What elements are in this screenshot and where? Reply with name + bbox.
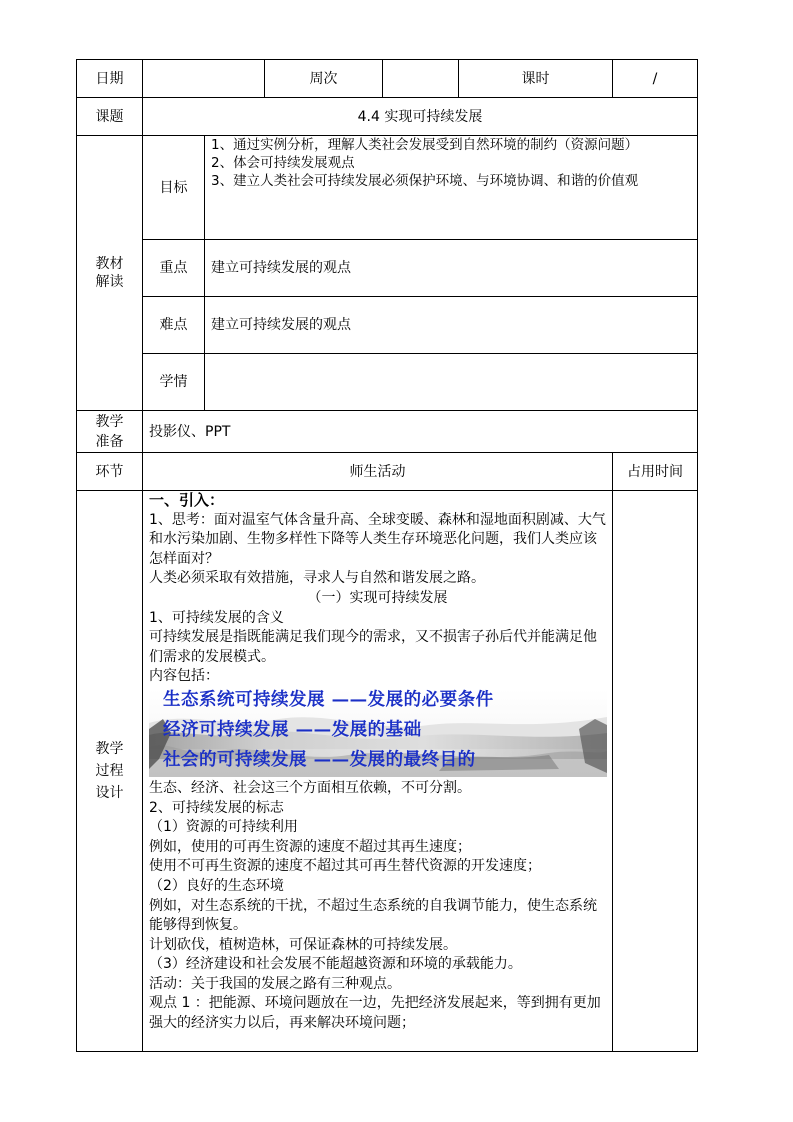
sustainability-banner — [149, 689, 607, 777]
date-label: 日期 — [77, 60, 143, 98]
week-label: 周次 — [265, 60, 383, 98]
process-line: （3）经济建设和社会发展不能超越资源和环境的承载能力。 — [149, 956, 522, 973]
difficulty-value: 建立可持续发展的观点 — [205, 297, 698, 354]
goal-line-1: 1、通过实例分析，理解人类社会发展受到自然环境的制约（资源问题） — [211, 137, 639, 153]
topic-value: 4.4 实现可持续发展 — [143, 98, 698, 136]
goal-line-3: 3、建立人类社会可持续发展必须保护环境、与环境协调、和谐的价值观 — [211, 173, 639, 189]
difficulty-label: 难点 — [143, 297, 205, 354]
process-time — [613, 491, 698, 1052]
goal-label: 目标 — [143, 136, 205, 240]
time-header: 占用时间 — [613, 453, 698, 491]
process-row — [77, 491, 698, 1052]
difficulty-row — [77, 297, 698, 354]
intro-heading: 一、引入： — [149, 491, 225, 509]
process-content — [143, 491, 613, 1052]
section-title: （一）实现可持续发展 — [307, 589, 448, 606]
week-value — [383, 60, 459, 98]
period-label: 课时 — [459, 60, 613, 98]
student-label: 学情 — [143, 354, 205, 411]
prep-row — [77, 411, 698, 453]
process-line: 内容包括： — [149, 668, 219, 685]
banner-line-economy: 经济可持续发展 ——发展的基础 — [163, 719, 422, 740]
student-row — [77, 354, 698, 411]
process-line: 1、思考：面对温室气体含量升高、全球变暖、森林和湿地面积剧减、大气和水污染加剧、生物多样性下降等人类生存环境恶化问题，我们人类应该怎样面对？ — [149, 511, 606, 567]
process-line: 2、可持续发展的标志 — [149, 799, 284, 816]
columns-row — [77, 453, 698, 491]
date-value — [143, 60, 265, 98]
period-value: / — [613, 60, 698, 98]
banner-line-society: 社会的可持续发展 ——发展的最终目的 — [163, 749, 476, 770]
goal-content — [205, 136, 698, 240]
stage-header: 环节 — [77, 453, 143, 491]
process-line: 使用不可再生资源的速度不超过其可再生替代资源的开发速度； — [149, 858, 541, 875]
process-line: 生态、经济、社会这三个方面相互依赖，不可分割。 — [149, 779, 471, 796]
banner-line-ecology: 生态系统可持续发展 ——发展的必要条件 — [163, 689, 494, 710]
activity-header: 师生活动 — [143, 453, 613, 491]
key-value: 建立可持续发展的观点 — [205, 240, 698, 297]
process-line: 例如，对生态系统的干扰，不超过生态系统的自我调节能力，使生态系统能够得到恢复。 — [149, 897, 597, 934]
student-value — [205, 354, 698, 411]
process-line: 人类必须采取有效措施，寻求人与自然和谐发展之路。 — [149, 570, 485, 587]
process-label — [77, 491, 143, 1052]
process-line: 计划砍伐，植树造林，可保证森林的可持续发展。 — [149, 936, 457, 953]
material-label — [77, 136, 143, 411]
goal-line-2: 2、体会可持续发展观点 — [211, 155, 355, 171]
process-line: （1）资源的可持续利用 — [149, 819, 298, 836]
process-label-text: 教学过程设计 — [95, 741, 124, 801]
process-line: 例如，使用的可再生资源的速度不超过其再生速度； — [149, 838, 471, 855]
prep-value: 投影仪、PPT — [143, 411, 698, 453]
header-row — [77, 60, 698, 98]
prep-label-text: 教学准备 — [95, 413, 124, 450]
process-line: 可持续发展是指既能满足我们现今的需求，又不损害子孙后代并能满足他们需求的发展模式。 — [149, 629, 597, 665]
prep-label — [77, 411, 143, 453]
process-line: 1、可持续发展的含义 — [149, 609, 284, 626]
topic-label: 课题 — [77, 98, 143, 136]
process-line: （2）良好的生态环境 — [149, 877, 284, 894]
key-row — [77, 240, 698, 297]
topic-row — [77, 98, 698, 136]
material-label-text: 教材解读 — [95, 256, 124, 290]
lesson-plan-table — [76, 59, 698, 1052]
process-line: 观点 1 ：把能源、环境问题放在一边，先把经济发展起来，等到拥有更加强大的经济实力以后，再来解决环境问题； — [149, 995, 601, 1032]
key-label: 重点 — [143, 240, 205, 297]
process-line: 活动：关于我国的发展之路有三种观点。 — [149, 975, 401, 992]
goal-row — [77, 136, 698, 240]
